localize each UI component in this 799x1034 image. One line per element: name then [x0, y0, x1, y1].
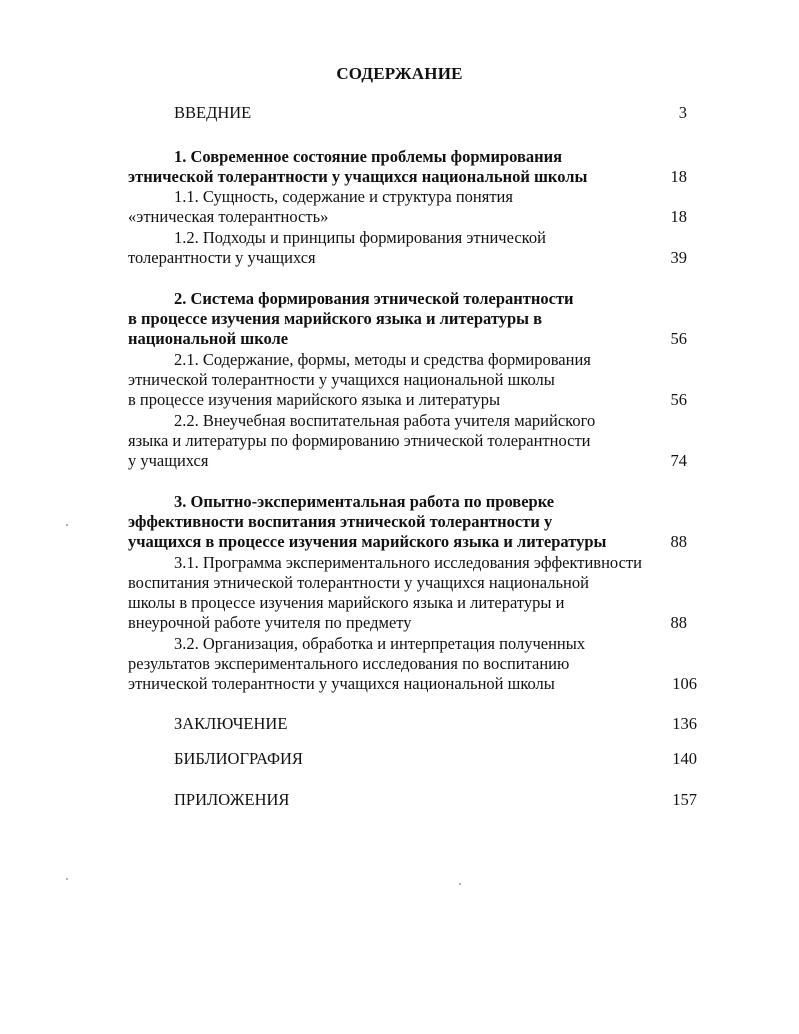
- toc-ch2-s1-line3: в процессе изучения марийского языка и литературы: [128, 390, 501, 409]
- toc-ch3-heading-line3: учащихся в процессе изучения марийского языка и литературы: [128, 532, 607, 551]
- toc-ch3-s2-line3: этнической толерантности у учащихся национальной школы: [128, 674, 555, 693]
- toc-ch2-s1-line2: этнической толерантности у учащихся национальной школы: [128, 370, 555, 389]
- toc-conclusion-page: 136: [672, 714, 697, 733]
- toc-ch1-heading-line2: этнической толерантности у учащихся национальной школы: [128, 167, 588, 186]
- toc-ch2-heading-line1: 2. Система формирования этнической толерантности: [174, 289, 574, 308]
- toc-ch2-s2-line3: у учащихся: [128, 451, 209, 470]
- toc-ch1-heading-line1: 1. Современное состояние проблемы формирования: [174, 147, 563, 166]
- toc-bibliography-label: БИБЛИОГРАФИЯ: [174, 749, 303, 768]
- toc-ch3-heading-line1: 3. Опытно-экспериментальная работа по проверке: [174, 492, 555, 511]
- toc-ch2-s2-line1: 2.2. Внеучебная воспитательная работа учителя марийского: [174, 411, 596, 430]
- page-title: СОДЕРЖАНИЕ: [336, 64, 463, 83]
- toc-ch1-s1-line1: 1.1. Сущность, содержание и структура понятия: [174, 187, 513, 206]
- toc-ch3-page: 88: [670, 532, 687, 551]
- scan-speck: [459, 883, 461, 885]
- toc-ch2-s2-line2: языка и литературы по формированию этнической толерантности: [128, 431, 591, 450]
- toc-ch3-s1-line2: воспитания этнической толерантности у учащихся национальной: [128, 573, 589, 592]
- toc-ch3-s2-line1: 3.2. Организация, обработка и интерпретация полученных: [174, 634, 586, 653]
- scan-speck: [66, 878, 68, 880]
- toc-conclusion-label: ЗАКЛЮЧЕНИЕ: [174, 714, 288, 733]
- toc-ch2-s2-page: 74: [670, 451, 687, 470]
- toc-ch3-s1-page: 88: [670, 613, 687, 632]
- toc-bibliography-page: 140: [672, 749, 697, 768]
- toc-ch1-s2-page: 39: [670, 248, 687, 267]
- toc-intro-label: ВВЕДНИЕ: [174, 103, 252, 122]
- toc-ch1-s1-line2: «этническая толерантность»: [128, 207, 329, 226]
- toc-ch3-heading-line2: эффективности воспитания этнической толерантности у: [128, 512, 553, 531]
- toc-ch1-s1-page: 18: [670, 207, 687, 226]
- toc-ch3-s1-line1: 3.1. Программа экспериментального исследования эффективности: [174, 553, 642, 572]
- toc-ch1-s2-line1: 1.2. Подходы и принципы формирования этнической: [174, 228, 546, 247]
- toc-ch3-s2-page: 106: [672, 674, 697, 693]
- toc-ch1-page: 18: [670, 167, 687, 186]
- toc-appendices-label: ПРИЛОЖЕНИЯ: [174, 790, 290, 809]
- toc-ch2-page: 56: [670, 329, 687, 348]
- toc-ch2-s1-line1: 2.1. Содержание, формы, методы и средства формирования: [174, 350, 591, 369]
- toc-intro-page: 3: [678, 103, 687, 122]
- toc-ch2-s1-page: 56: [670, 390, 687, 409]
- toc-ch2-heading-line2: в процессе изучения марийского языка и литературы в: [128, 309, 543, 328]
- toc-ch1-s2-line2: толерантности у учащихся: [128, 248, 316, 267]
- toc-ch3-s1-line3: школы в процессе изучения марийского языка и литературы и: [128, 593, 565, 612]
- toc-appendices-page: 157: [672, 790, 697, 809]
- toc-ch2-heading-line3: национальной школе: [128, 329, 289, 348]
- scan-speck: [66, 524, 68, 526]
- toc-ch3-s1-line4: внеурочной работе учителя по предмету: [128, 613, 412, 632]
- toc-ch3-s2-line2: результатов экспериментального исследования по воспитанию: [128, 654, 570, 673]
